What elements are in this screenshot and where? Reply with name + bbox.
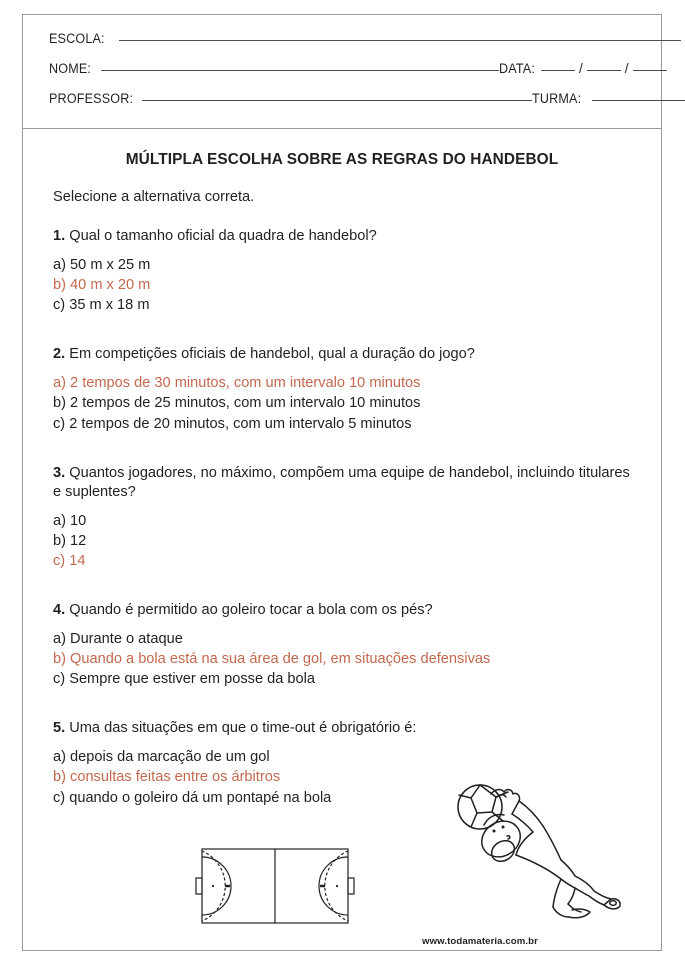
date-separator-1: / xyxy=(579,61,583,76)
data-month-input-line[interactable] xyxy=(587,69,621,71)
question-5-number: 5. xyxy=(53,720,66,737)
quiz-body xyxy=(23,129,661,808)
question-1-number: 1. xyxy=(53,228,66,244)
question-2-number: 2. xyxy=(53,346,66,363)
option-2c[interactable]: c) 2 tempos de 20 minutos, com um intervalo 5 minutos xyxy=(53,415,412,432)
handball-court-icon xyxy=(180,833,370,938)
turma-label: TURMA: xyxy=(531,91,581,106)
option-3c[interactable]: c) 14 xyxy=(53,552,86,569)
instruction-text: Selecione a alternativa correta. xyxy=(53,189,255,205)
option-3a[interactable]: a) 10 xyxy=(53,512,87,529)
question-2-prompt: Em competições oficiais de handebol, qual a duração do jogo? xyxy=(69,346,475,363)
question-5-prompt: Uma das situações em que o time-out é obrigatório é: xyxy=(69,720,417,737)
data-label: DATA: xyxy=(499,61,536,76)
escola-input-line[interactable] xyxy=(119,39,681,41)
question-3-number: 3. xyxy=(53,464,66,481)
option-2a[interactable]: a) 2 tempos de 30 minutos, com um intervalo 10 minutos xyxy=(53,375,421,392)
question-3-text xyxy=(53,464,631,502)
question-2-options xyxy=(53,373,631,433)
nome-data-field-row xyxy=(49,61,635,91)
question-3-prompt: Quantos jogadores, no máximo, compõem uma equipe de handebol, incluindo titulares e suplentes? xyxy=(53,464,630,500)
question-5-text xyxy=(53,719,631,738)
nome-label: NOME: xyxy=(49,61,92,76)
option-3b[interactable]: b) 12 xyxy=(53,532,87,549)
site-url-footer xyxy=(23,936,663,947)
data-field xyxy=(499,61,669,76)
question-4-text xyxy=(53,601,631,620)
option-4b[interactable]: b) Quando a bola está na sua área de gol, em situações defensivas xyxy=(53,651,491,668)
nome-input-line[interactable] xyxy=(101,69,499,71)
option-4c[interactable]: c) Sempre que estiver em posse da bola xyxy=(53,671,316,688)
option-5b[interactable]: b) consultas feitas entre os árbitros xyxy=(53,769,281,786)
data-year-input-line[interactable] xyxy=(633,69,667,71)
handball-player-icon xyxy=(444,767,624,927)
question-block-1 xyxy=(53,227,631,315)
question-1-text xyxy=(53,227,631,246)
question-2-text xyxy=(53,345,631,364)
student-identification-block xyxy=(23,15,661,129)
professor-turma-field-row xyxy=(49,91,635,121)
question-1-options xyxy=(53,255,631,315)
option-1b[interactable]: b) 40 m x 20 m xyxy=(53,277,151,294)
question-4-prompt: Quando é permitido ao goleiro tocar a bola com os pés? xyxy=(69,602,433,618)
professor-input-line[interactable] xyxy=(142,99,532,101)
escola-field-row xyxy=(49,31,635,61)
escola-label: ESCOLA: xyxy=(49,31,105,46)
page-title: MÚLTIPLA ESCOLHA SOBRE AS REGRAS DO HANDEBOL xyxy=(125,151,559,168)
option-5c[interactable]: c) quando o goleiro dá um pontapé na bola xyxy=(53,789,332,806)
option-2b[interactable]: b) 2 tempos de 25 minutos, com um intervalo 10 minutos xyxy=(53,395,421,412)
data-day-input-line[interactable] xyxy=(541,69,575,71)
option-1c[interactable]: c) 35 m x 18 m xyxy=(53,297,150,314)
professor-label: PROFESSOR: xyxy=(49,91,134,106)
question-block-4 xyxy=(53,601,631,689)
turma-field xyxy=(532,91,685,106)
question-block-2 xyxy=(53,345,631,433)
question-block-3 xyxy=(53,464,631,571)
option-4a[interactable]: a) Durante o ataque xyxy=(53,630,183,647)
worksheet-page xyxy=(22,14,662,951)
question-4-number: 4. xyxy=(53,602,66,618)
turma-input-line[interactable] xyxy=(592,99,685,101)
option-5a[interactable]: a) depois da marcação de um gol xyxy=(53,749,270,766)
question-1-prompt: Qual o tamanho oficial da quadra de handebol? xyxy=(69,228,377,244)
site-url-text: www.todamateria.com.br xyxy=(422,936,538,947)
date-separator-2: / xyxy=(624,61,629,76)
question-3-options xyxy=(53,511,631,571)
question-4-options xyxy=(53,629,631,689)
option-1a[interactable]: a) 50 m x 25 m xyxy=(53,256,151,273)
